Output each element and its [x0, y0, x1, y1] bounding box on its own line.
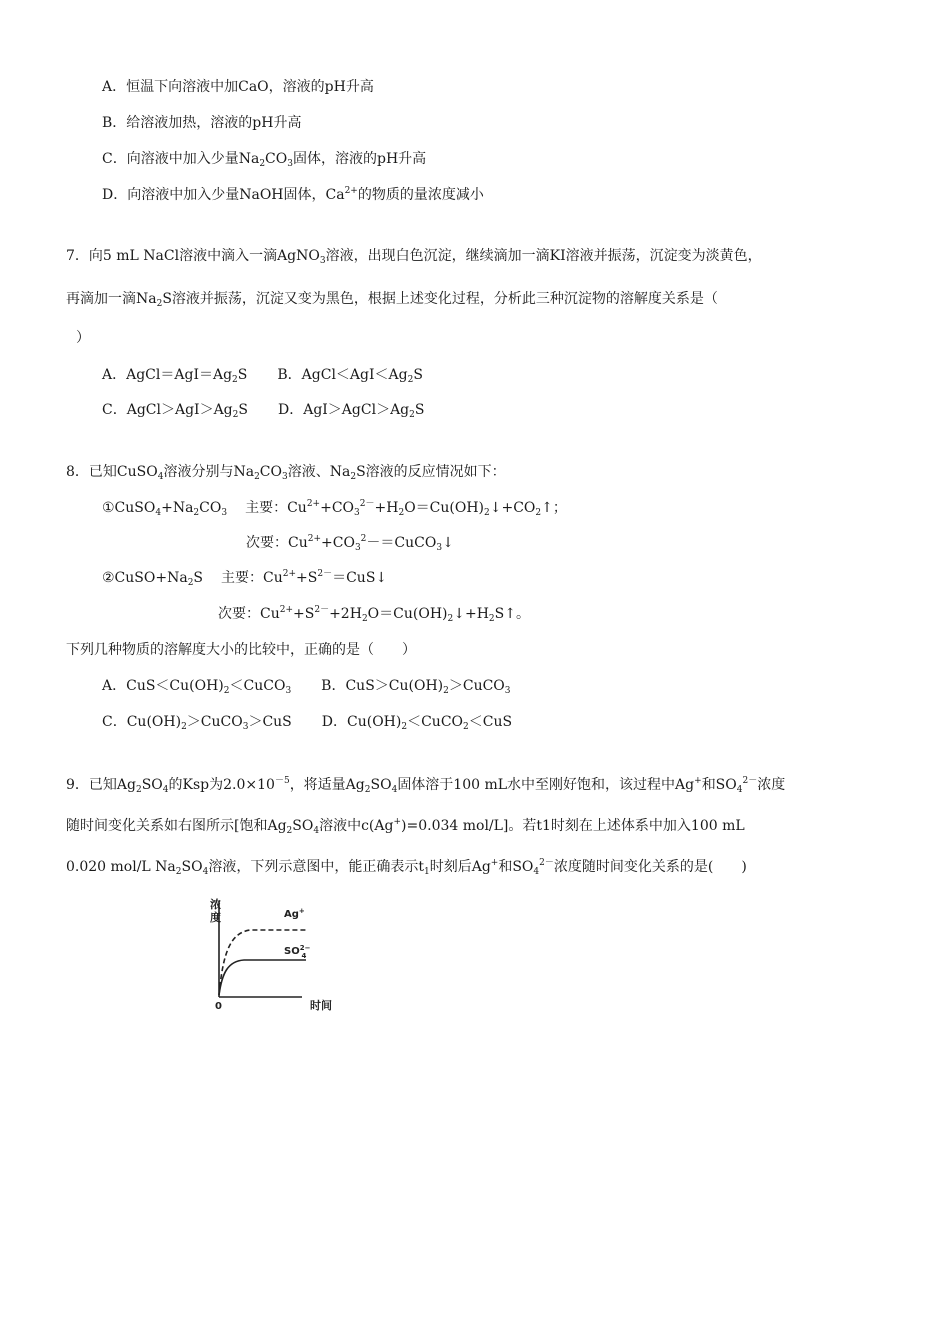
- so4-curve: [219, 960, 306, 995]
- q8-options-ab: A．$CuS<Cu(OH)_2<CuCO_3$ B．$CuS>Cu(OH)_2>CuCO_3$: [102, 678, 511, 696]
- q8-options-cd: C．$Cu(OH)_2>CuCO_3>CuS$ D．$Cu(OH)_2<CuCO_2<CuS$: [102, 714, 513, 732]
- q8-reaction2-main: $②CuSO+Na_2S$ 主要：$Cu^{2+}+S^{2-}=CuS↓$: [102, 569, 388, 588]
- ag-label: Ag+: [284, 907, 305, 920]
- q7-options-ab: A．$AgCl=AgI=Ag_2S$ B．$AgCl<AgI<Ag_2S$: [102, 367, 423, 385]
- q9-stem-line2: 随时间变化关系如右图所示[饱和$Ag_2SO_4$溶液中c(Ag+)=0.034 mol/L]。若t1时刻在上述体系中加入100 mL: [66, 817, 745, 836]
- x-axis-label: 时间: [310, 999, 332, 1012]
- q8-reaction1-main: $①CuSO_4+Na_2CO_3$ 主要：$Cu^{2+}+CO_3^{2-}+H_2O=Cu(OH)_2↓+CO_2↑$；: [102, 499, 567, 518]
- q7-stem-line1: 7．向5 mL NaCl溶液中滴入一滴AgNO$_3$溶液，出现白色沉淀，继续滴加一滴KI溶液并振荡，沉淀变为淡黄色，: [66, 248, 762, 266]
- origin-label: 0: [215, 1001, 222, 1012]
- q8-question: 下列几种物质的溶解度大小的比较中，正确的是（ ）: [66, 642, 416, 658]
- q7-options-cd: C．$AgCl>AgI>Ag_2S$ D．$AgI>AgCl>Ag_2S$: [102, 402, 425, 420]
- q8-reaction2-minor: 次要：$Cu^{2+}+S^{2-}+2H_2O=Cu(OH)_2↓+H_2S↑$。: [218, 605, 530, 624]
- y-axis-label-char1: 浓: [210, 898, 221, 911]
- q8-reaction1-minor: 次要：$Cu^{2+}+CO_3^2-=CuCO_3↓$: [246, 534, 454, 553]
- q6-option-c: C．向溶液中加入少量$Na_2CO_3$固体，溶液的pH升高: [102, 151, 427, 169]
- q7-stem-line2: 再滴加一滴$Na_2S$溶液并振荡，沉淀又变为黑色，根据上述变化过程，分析此三种沉淀物的溶解度关系是（: [66, 291, 718, 309]
- q9-stem-line3: 0.020 mol/L $Na_2SO_4$溶液，下列示意图中，能正确表示$t_1$时刻后Ag+和$SO_4^{2-}$浓度随时间变化关系的是( ): [66, 858, 747, 877]
- concentration-time-figure: [210, 893, 340, 1015]
- concentration-time-svg: [210, 893, 340, 1015]
- q6-option-b: B．给溶液加热，溶液的pH升高: [102, 115, 302, 131]
- q8-stem: 8．已知CuSO$_4$溶液分别与$Na_2CO_3$溶液、$Na_2S$溶液的反应情况如下：: [66, 464, 506, 482]
- q7-stem-line3: ）: [76, 330, 90, 346]
- so4-label: $SO^{2-}$ 4: [284, 944, 311, 960]
- q6-option-d: D．向溶液中加入少量NaOH固体，$Ca^{2+}$的物质的量浓度减小: [102, 186, 484, 203]
- ag-curve: [219, 930, 306, 995]
- q6-option-a: A．恒温下向溶液中加CaO，溶液的pH升高: [102, 79, 374, 95]
- q9-stem-line1: 9．已知$Ag_2SO_4$的Ksp为$2.0\times 10^{-5}$，将适量$Ag_2SO_4$固体溶于100 mL水中至刚好饱和，该过程中Ag+和$SO_4^{2-}$浓度: [66, 776, 786, 795]
- y-axis-label-char2: 度: [210, 911, 221, 924]
